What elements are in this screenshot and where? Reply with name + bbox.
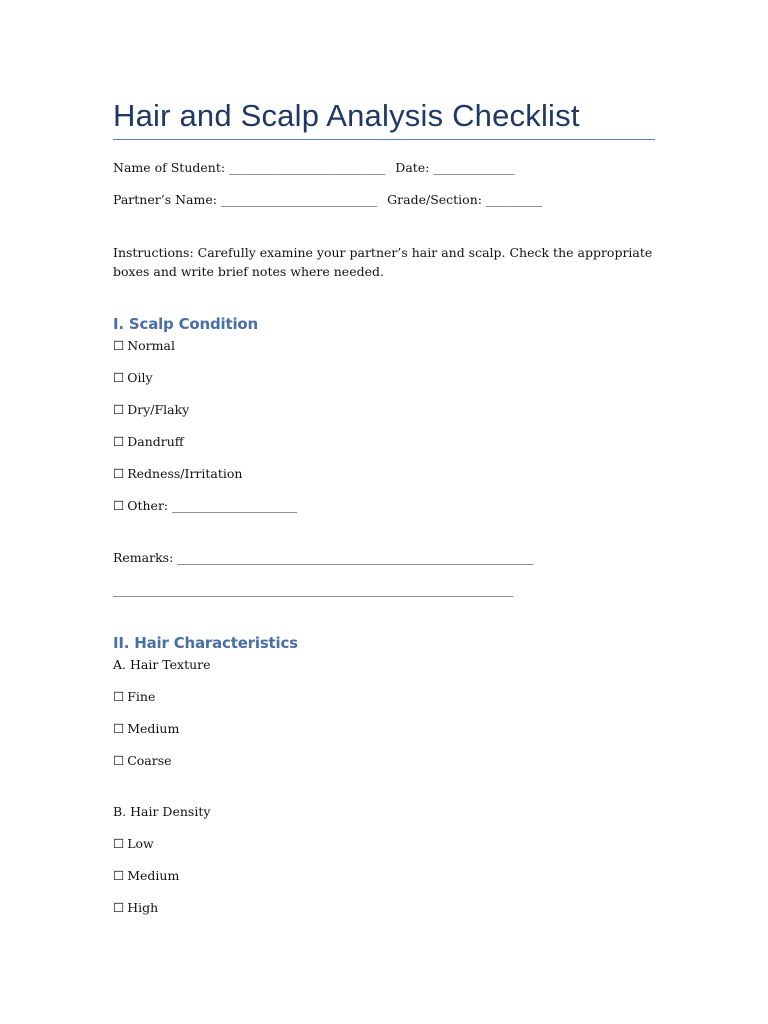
checkbox-item-dandruff[interactable] [113, 433, 184, 451]
checkbox-label: High [127, 900, 159, 915]
checkbox-item-texture-coarse[interactable] [113, 752, 172, 770]
checkbox-icon[interactable]: ☐ [113, 466, 125, 481]
checkbox-icon[interactable]: ☐ [113, 338, 125, 353]
checkbox-icon[interactable]: ☐ [113, 434, 125, 449]
section-heading-scalp-condition: I. Scalp Condition [113, 315, 258, 333]
checkbox-label: Medium [127, 868, 180, 883]
partner-name-field[interactable]: Partner’s Name: _________________________ [113, 192, 378, 207]
remarks-field[interactable]: Remarks: _________________________________________________________ [113, 550, 534, 565]
checkbox-item-dry-flaky[interactable] [113, 401, 189, 419]
checkbox-label: Medium [127, 721, 180, 736]
section-heading-hair-characteristics: II. Hair Characteristics [113, 634, 298, 652]
partner-info-row [113, 191, 542, 209]
subsection-label-hair-texture: A. Hair Texture [113, 657, 211, 672]
checkbox-label[interactable]: Other: ____________________ [127, 498, 298, 513]
checkbox-item-other[interactable] [113, 497, 297, 515]
student-name-field[interactable]: Name of Student: _________________________ [113, 160, 386, 175]
checkbox-icon[interactable]: ☐ [113, 868, 125, 883]
checkbox-label: Dandruff [127, 434, 184, 449]
checkbox-item-density-low[interactable] [113, 835, 154, 853]
checkbox-item-texture-fine[interactable] [113, 688, 155, 706]
instructions-text: Instructions: Carefully examine your partner’s hair and scalp. Check the appropriate boxes and write brief notes where needed. [113, 245, 653, 279]
checkbox-icon[interactable]: ☐ [113, 370, 125, 385]
checkbox-icon[interactable]: ☐ [113, 498, 125, 513]
checkbox-label: Fine [127, 689, 156, 704]
checkbox-label: Low [127, 836, 154, 851]
checkbox-label: Normal [127, 338, 175, 353]
date-field[interactable]: Date: _____________ [395, 160, 515, 175]
title-divider [113, 139, 655, 140]
checkbox-label: Dry/Flaky [127, 402, 190, 417]
checkbox-label: Oily [127, 370, 153, 385]
checkbox-item-density-high[interactable] [113, 899, 158, 917]
checkbox-icon[interactable]: ☐ [113, 836, 125, 851]
checkbox-label: Coarse [127, 753, 172, 768]
checkbox-icon[interactable]: ☐ [113, 721, 125, 736]
checkbox-label: Redness/Irritation [127, 466, 243, 481]
checkbox-icon[interactable]: ☐ [113, 753, 125, 768]
checkbox-item-texture-medium[interactable] [113, 720, 179, 738]
page-title: Hair and Scalp Analysis Checklist [113, 98, 580, 133]
subsection-label-hair-density: B. Hair Density [113, 804, 211, 819]
checkbox-icon[interactable]: ☐ [113, 689, 125, 704]
student-info-row [113, 159, 515, 177]
checkbox-item-oily[interactable] [113, 369, 153, 387]
checkbox-item-normal[interactable] [113, 337, 175, 355]
checkbox-icon[interactable]: ☐ [113, 402, 125, 417]
checkbox-item-redness-irritation[interactable] [113, 465, 242, 483]
remarks-field-continued[interactable]: ________________________________________________________________ [113, 582, 513, 597]
checkbox-item-density-medium[interactable] [113, 867, 179, 885]
grade-section-field[interactable]: Grade/Section: _________ [387, 192, 543, 207]
checkbox-icon[interactable]: ☐ [113, 900, 125, 915]
